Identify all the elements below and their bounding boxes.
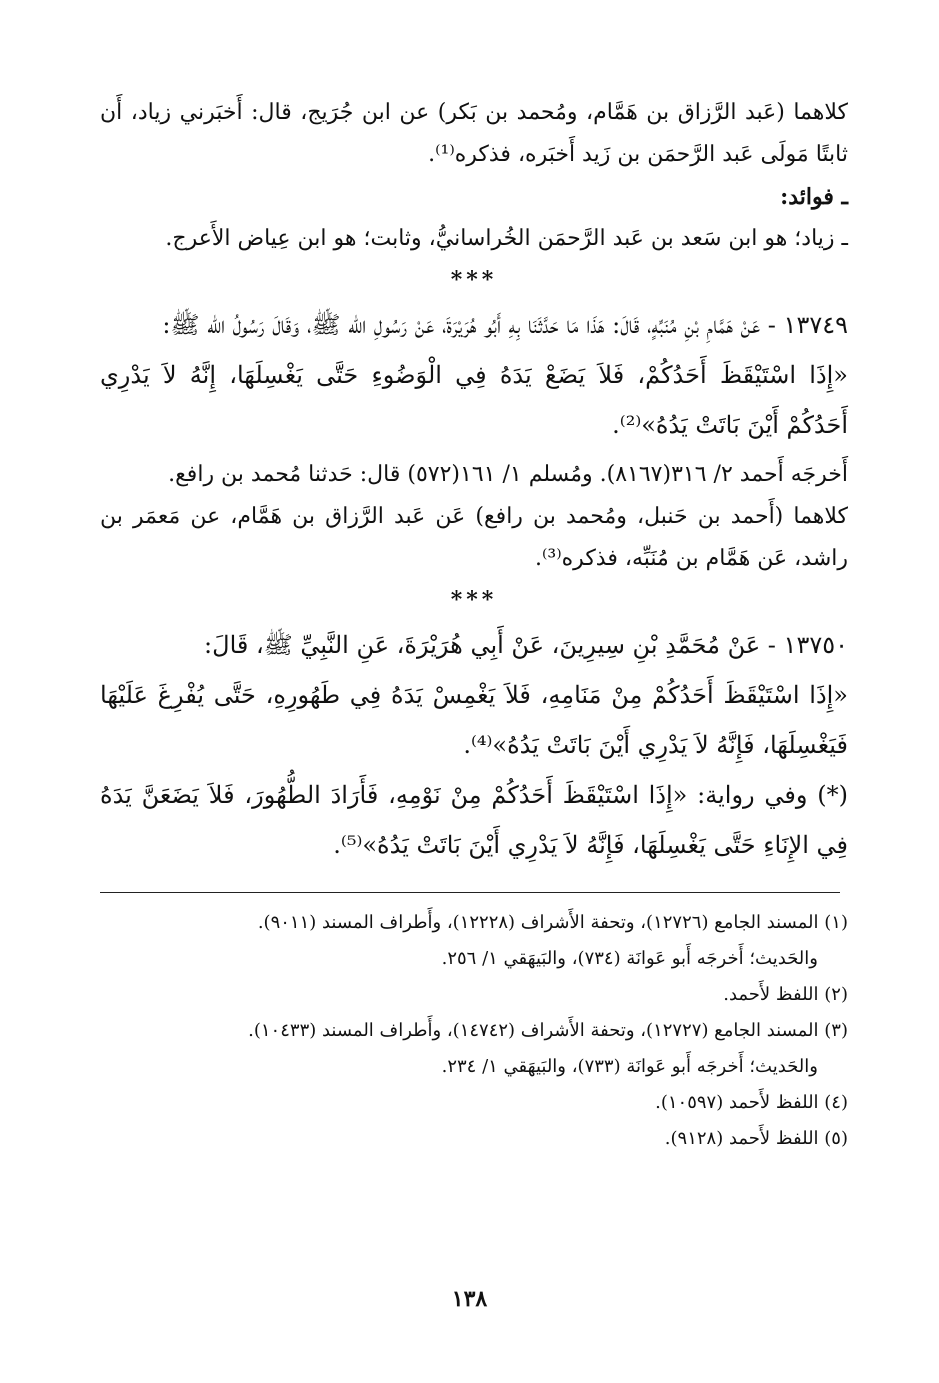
separator-stars-2: *** xyxy=(450,587,498,613)
page-body xyxy=(100,92,848,1157)
footnote-2: (٢) اللفظ لأَحمد. xyxy=(723,984,848,1005)
fawaid-heading: ـ فوائد: xyxy=(780,184,848,210)
paragraph-chain-3: كلاهما (أَحمد بن حَنبل، ومُحمد بن رافع) عَن عَبد الرَّزاق بن هَمَّام، عن مَعمَر بن راشد، عَن هَمَّام بن مُنَبِّه، فذكره⁽³⁾. xyxy=(100,504,848,571)
footnote-3-continuation: والحَديث؛ أَخرجَه أَبو عَوانَة (٧٣٣)، والبَيهَقي ١/ ٢٣٤. xyxy=(441,1056,818,1077)
page-number: ١٣٨ xyxy=(451,1286,488,1312)
hadith-13750-isnad: ١٣٧٥٠ - عَنْ مُحَمَّدِ بْنِ سِيرِينَ، عَنْ أَبِي هُرَيْرَةَ، عَنِ النَّبِيِّ ﷺ، قَالَ: xyxy=(204,631,848,659)
separator-stars-1: *** xyxy=(450,267,498,293)
footnote-1: (١) المسند الجامع (١٢٧٢٦)، وتحفة الأَشراف (١٢٢٢٨)، وأَطراف المسند (٩٠١١). xyxy=(257,912,848,933)
footnote-1-continuation: والحَديث؛ أَخرجَه أَبو عَوانَة (٧٣٤)، والبَيهَقي ١/ ٢٥٦. xyxy=(441,948,818,969)
hadith-13749-isnad: ١٣٧٤٩ - عَنْ هَمَّامِ بْنِ مُنَبِّهٍ، قَالَ: هَذَا مَا حَدَّثَنَا بِهِ أَبُو هُرَيْرَةَ، عَنْ رَسُولِ الله ﷺ، وَقَالَ رَسُولُ الله ﷺ: xyxy=(162,311,848,339)
paragraph-takhrij-2: أَخرجَه أَحمد ٢/ ٣١٦(٨١٦٧). ومُسلم ١/ ١٦١(٥٧٢) قال: حَدثنا مُحمد بن رافع. xyxy=(168,462,848,487)
hadith-13749-matn: «إِذَا اسْتَيْقَظَ أَحَدُكُمْ، فَلاَ يَضَعْ يَدَهُ فِي الْوَضُوءِ حَتَّى يَغْسِلَهَا، إِنَّهُ لاَ يَدْرِي أَحَدُكُمْ أَيْنَ بَاتَتْ يَدُهُ»⁽²⁾. xyxy=(100,361,848,439)
footnote-5: (٥) اللفظ لأَحمد (٩١٢٨). xyxy=(664,1128,848,1149)
hadith-13750-riwaya: (*) وفي رواية: «إِذَا اسْتَيْقَظَ أَحَدُكُمْ مِنْ نَوْمِهِ، فَأَرَادَ الطُّهُورَ، فَلاَ يَضَعَنَّ يَدَهُ فِي الإِنَاءِ حَتَّى يَغْسِلَهَا، فَإِنَّهُ لاَ يَدْرِي أَيْنَ بَاتَتْ يَدُهُ»⁽⁵⁾. xyxy=(100,781,848,859)
footnotes xyxy=(100,905,848,1157)
hadith-13750-matn: «إِذَا اسْتَيْقَظَ أَحَدُكُمْ مِنْ مَنَامِهِ، فَلاَ يَغْمِسْ يَدَهُ فِي طَهُورِهِ، حَتَّى يُفْرِغَ عَلَيْهَا فَيَغْسِلَهَا، فَإِنَّهُ لاَ يَدْرِي أَيْنَ بَاتَتْ يَدُهُ»⁽⁴⁾. xyxy=(100,681,848,759)
footnote-4: (٤) اللفظ لأَحمد (١٠٥٩٧). xyxy=(655,1092,848,1113)
paragraph-chain-1: كلاهما (عَبد الرَّزاق بن هَمَّام، ومُحمد بن بَكر) عن ابن جُرَيج، قال: أَخبَرني زياد، أَن ثابتًا مَولَى عَبد الرَّحمَن بن زَيد أَخبَره، فذكره⁽¹⁾. xyxy=(100,100,848,167)
footnote-3: (٣) المسند الجامع (١٢٧٢٧)، وتحفة الأَشراف (١٤٧٤٢)، وأَطراف المسند (١٠٤٣٣). xyxy=(248,1020,848,1041)
footnote-divider xyxy=(100,892,840,893)
fawaid-text: ـ زياد؛ هو ابن سَعد بن عَبد الرَّحمَن الخُراسانيُّ، وثابت؛ هو ابن عِياض الأَعرج. xyxy=(165,226,848,251)
